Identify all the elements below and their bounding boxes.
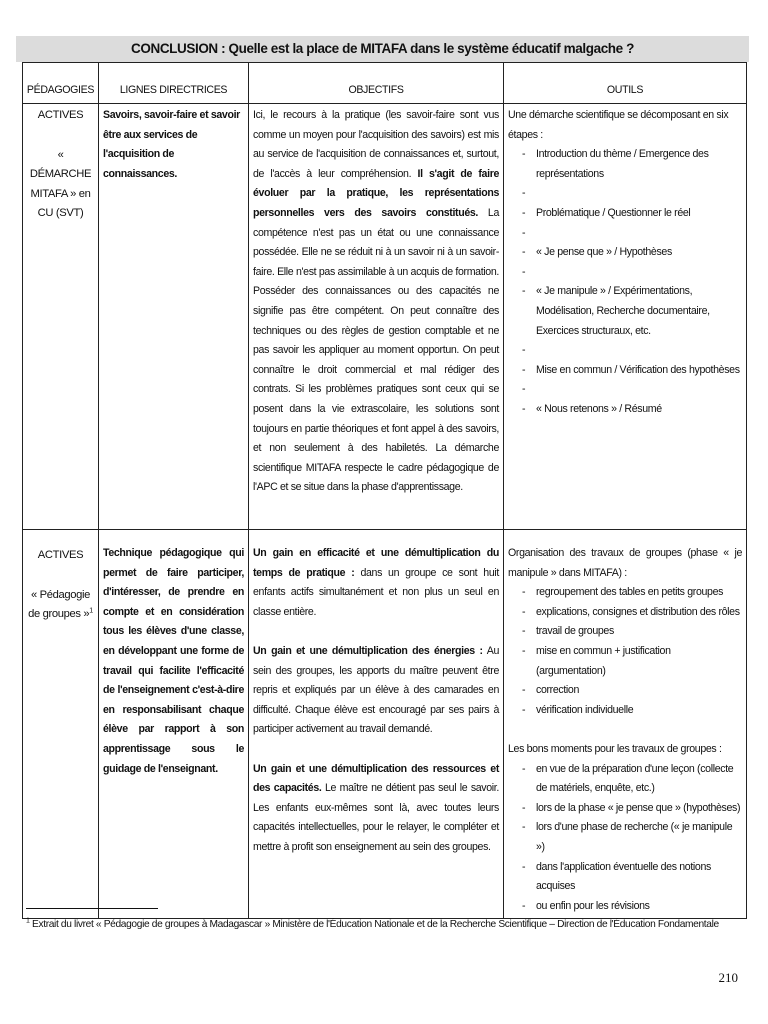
list-item: - ou enfin pour les révisions	[508, 897, 742, 917]
header-pedagogies: PÉDAGOGIES	[23, 63, 99, 104]
pedagogie-cell	[23, 104, 99, 530]
outils-list	[508, 583, 742, 720]
pedagogie-name: « Pédagogie de groupes »$^1$	[28, 588, 93, 621]
table-row	[23, 530, 747, 919]
outils-list	[508, 760, 742, 917]
page-number: 210	[718, 970, 738, 985]
list-item: - mise en commun + justification (argumentation)	[508, 642, 742, 681]
page-title: CONCLUSION : Quelle est la place de MITAFA dans le système éducatif malgache ?	[16, 36, 749, 62]
objectif-paragraph: Un gain et une démultiplication des énergies : Au sein des groupes, les apports du maître peuvent être repris et expliqués par un élève à des camarades en difficulté. Chaque élève est encouragé par ses pairs à participer activement au travail demandé.	[253, 644, 499, 736]
list-item: - « Nous retenons » / Résumé	[508, 400, 742, 420]
outils-intro: Organisation des travaux de groupes (phase « je manipule » dans MITAFA) :	[508, 547, 742, 579]
objectifs-text: La compétence n'est pas un état ou une connaissance possédée. Elle ne se réduit ni à un savoir ni à un savoir-faire. Elle n'est pas assimilable à un acquis de formation. Posséder des connaissances ou des capacités ne signifie pas être compétent. On peut connaître des techniques ou des règles de gestion comptable et ne pas savoir les appliquer au moment opportun. On peut connaître le droit commercial et mal rédiger des contrats. Si les problèmes pratiques sont ceux qui se posent dans la vie extrascolaire, les solutions sont toujours en partie théoriques et font appel à des savoirs, et non seulement à des habiletés. La démarche scientifique MITAFA respecte le cadre pédagogique de l'APC et se situe dans la phase d'apprentissage.	[253, 206, 499, 494]
list-item: - Mise en commun / Vérification des hypothèses	[508, 361, 742, 381]
list-item: - « Je manipule » / Expérimentations, Modélisation, Recherche documentaire, Exercices structuraux, etc.	[508, 282, 742, 341]
footnote	[26, 919, 746, 930]
list-item: - vérification individuelle	[508, 701, 742, 721]
outils-cell	[504, 104, 747, 530]
list-item: - lors d'une phase de recherche (« je manipule »)	[508, 818, 742, 857]
list-item: - « Je pense que » / Hypothèses	[508, 243, 742, 263]
footnote-ref: 1	[89, 607, 93, 615]
header-outils: OUTILS	[504, 63, 747, 104]
list-item: - Introduction du thème / Emergence des représentations	[508, 145, 742, 184]
footnote-number: 1	[26, 917, 30, 925]
header-objectifs: OBJECTIFS	[249, 63, 504, 104]
lignes-text: Savoirs, savoir-faire et savoir être aux services de l'acquisition de connaissances.	[103, 109, 240, 180]
lignes-cell	[99, 104, 249, 530]
table-header-row	[23, 63, 747, 104]
outils-intro: Une démarche scientifique se décomposant en six étapes :	[508, 109, 729, 141]
outils-steps-list	[508, 145, 742, 419]
header-lignes-directrices: LIGNES DIRECTRICES	[99, 63, 249, 104]
objectifs-cell	[249, 530, 504, 919]
list-item: - lors de la phase « je pense que » (hypothèses)	[508, 799, 742, 819]
list-item: - en vue de la préparation d'une leçon (collecte de matériels, enquête, etc.)	[508, 760, 742, 799]
list-item: - correction	[508, 681, 742, 701]
pedagogies-table	[22, 62, 747, 919]
lignes-text: Technique pédagogique qui permet de faire participer, d'intéresser, de prendre en compte et en considération tous les élèves d'une classe, en développant une forme de travail qui facilite l'efficacité de l'enseignement c'est-à-dire en responsabilisant chaque élève par rapport à son apprentissage sous le guidage de l'enseignant.	[103, 547, 244, 775]
list-item: - travail de groupes	[508, 622, 742, 642]
objectifs-text: Ici, le recours à la pratique (les savoir-faire sont vus comme un moyen pour l'acquisition des savoirs) est mis au service de l'acquisition de connaissances et, surtout, de l'accès à leur compréhension.	[253, 109, 499, 180]
outils-intro: Les bons moments pour les travaux de groupes :	[508, 742, 722, 755]
pedagogie-name: « DÉMARCHE MITAFA » en CU (SVT)	[29, 148, 92, 220]
list-item: - dans l'application éventuelle des notions acquises	[508, 858, 742, 897]
outils-cell	[504, 530, 747, 919]
lignes-cell	[99, 530, 249, 919]
pedagogie-type: ACTIVES	[37, 549, 84, 561]
objectif-paragraph: Un gain en efficacité et une démultiplication du temps de pratique : dans un groupe ce sont huit enfants actifs simultanément et non plus un seul en classe entière.	[253, 547, 499, 618]
pedagogie-type: ACTIVES	[37, 109, 84, 121]
pedagogie-cell	[23, 530, 99, 919]
list-item: - regroupement des tables en petits groupes	[508, 583, 742, 603]
footnote-text: Extrait du livret « Pédagogie de groupes à Madagascar » Ministère de l'Éducation Nationale et de la Recherche Scientifique – Direction de l'Éducation Fondamentale	[29, 919, 719, 930]
list-item: - Problématique / Questionner le réel	[508, 204, 742, 224]
footnote-divider	[26, 908, 158, 909]
list-item: - explications, consignes et distribution des rôles	[508, 603, 742, 623]
objectifs-cell	[249, 104, 504, 530]
table-row	[23, 104, 747, 530]
objectifs-bold-text: Il s'agit de faire évoluer par la pratique, les représentations personnelles vers des savoirs constitués.	[253, 167, 500, 219]
objectif-paragraph: Un gain et une démultiplication des ressources et des capacités. Le maître ne détient pas seul le savoir. Les enfants eux-mêmes sont là, avec toutes leurs capacités intellectuelles, pour le relayer, le compléter et mettre à profit son enseignement au sein des groupes.	[253, 762, 499, 853]
